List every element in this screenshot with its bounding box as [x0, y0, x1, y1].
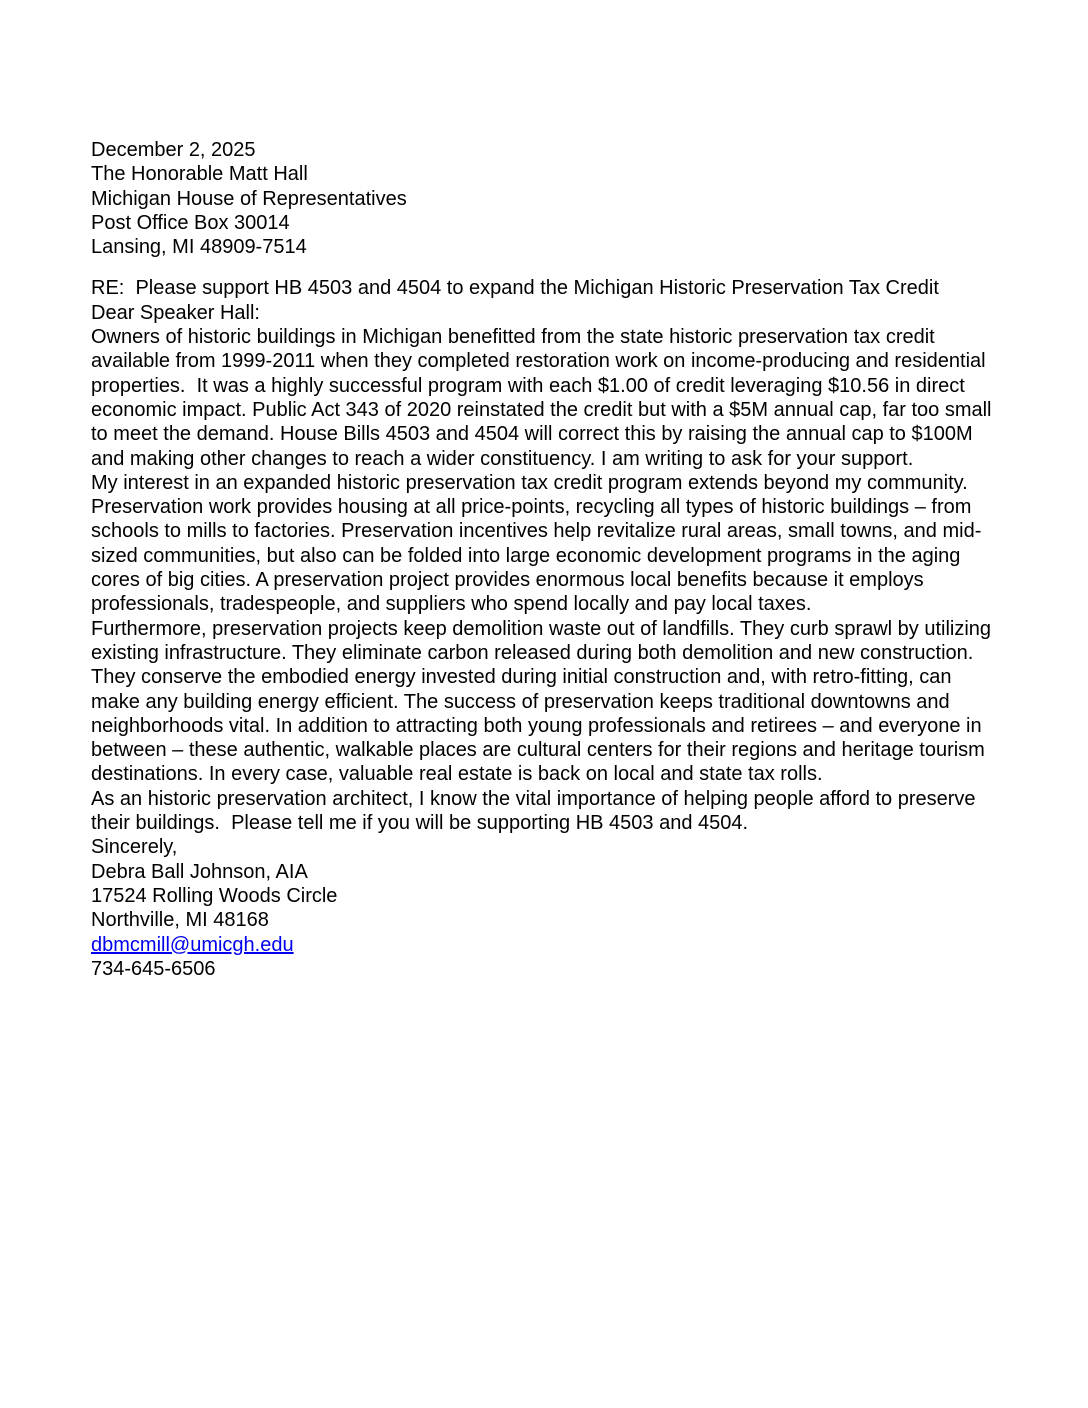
body-paragraph-2: My interest in an expanded historic preservation tax credit program extends beyond my community. Preservation work provides housing at all price-points, recycling all types of historic buildings – from schools to mills to factories. Preservation incentives help revitalize rural areas, small towns, and mid-sized communities, but also can be folded into large economic development programs in the aging cores of big cities. A preservation project provides enormous local benefits because it employs professionals, tradespeople, and suppliers who spend locally and pay local taxes. — [91, 471, 982, 616]
closing: Sincerely, — [91, 836, 178, 859]
signature-phone: 734-645-6506 — [91, 957, 216, 980]
recipient-address-line2: Lansing, MI 48909-7514 — [91, 236, 307, 259]
body-paragraph-3: Furthermore, preservation projects keep demolition waste out of landfills. They curb sprawl by utilizing existing infrastructure. They eliminate carbon released during both demolition and new construction. They conserve the embodied energy invested during initial construction and, with retro-fitting, can make any building energy efficient. The success of preservation keeps traditional downtowns and neighborhoods vital. In addition to attracting both young professionals and retirees – and everyone in between – these authentic, walkable places are cultural centers for their regions and heritage tourism destinations. In every case, valuable real estate is back on local and state tax rolls. — [91, 617, 997, 786]
email-link[interactable]: dbmcmill@umicgh.edu — [91, 933, 294, 956]
recipient-address-line1: Post Office Box 30014 — [91, 211, 290, 234]
signature-address-line2: Northville, MI 48168 — [91, 909, 269, 932]
signature-address-line1: 17524 Rolling Woods Circle — [91, 884, 338, 907]
recipient-organization: Michigan House of Representatives — [91, 187, 407, 210]
recipient-name: The Honorable Matt Hall — [91, 163, 308, 186]
recipient-address-block — [91, 162, 1000, 259]
body-paragraph-4: As an historic preservation architect, I know the vital importance of helping people afford to preserve their buildings. Please tell me if you will be supporting HB 4503 and 4504. — [91, 787, 982, 835]
subject-line: RE: Please support HB 4503 and 4504 to expand the Michigan Historic Preservation Tax Credit — [91, 277, 939, 300]
signature-email-line — [91, 933, 1000, 957]
letter-date: December 2, 2025 — [91, 139, 256, 161]
signature-name: Debra Ball Johnson, AIA — [91, 860, 308, 883]
salutation: Dear Speaker Hall: — [91, 301, 260, 324]
signature-block — [91, 860, 1000, 981]
body-paragraph-1: Owners of historic buildings in Michigan benefitted from the state historic preservation tax credit available from 1999-2011 when they completed restoration work on income-producing and residential properties. It was a highly successful program with each $1.00 of credit leveraging $10.56 in direct economic impact. Public Act 343 of 2020 reinstated the credit but with a $5M annual cap, far too small to meet the demand. House Bills 4503 and 4504 will correct this by raising the annual cap to $100M and making other changes to reach a wider constituency. I am writing to ask for your support. — [91, 326, 998, 470]
